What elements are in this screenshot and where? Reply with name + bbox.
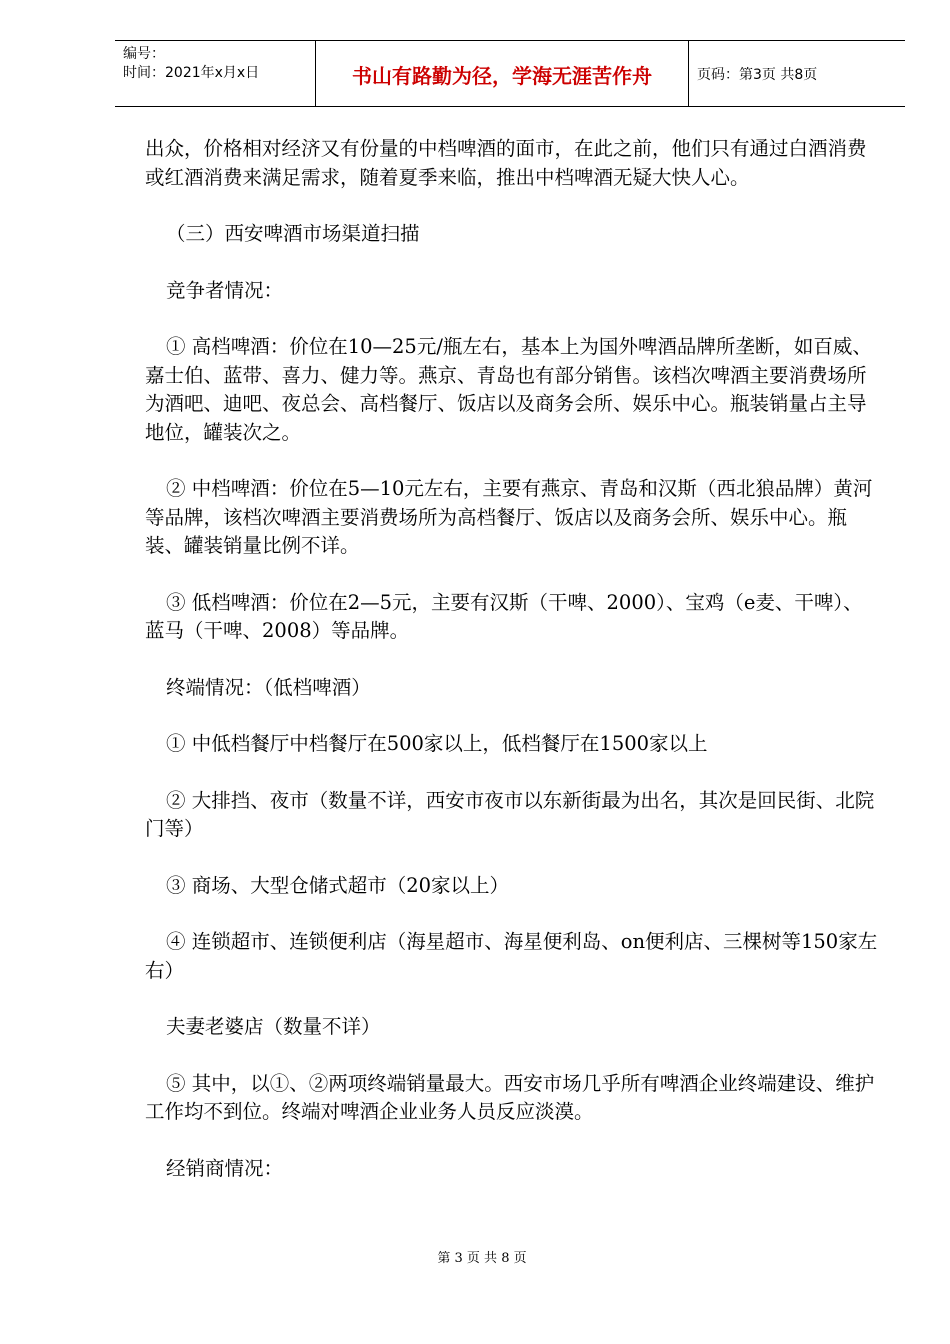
header-page-info: 页码：第3页 共8页 bbox=[697, 67, 818, 83]
list-item: ③ 低档啤酒：价位在2—5元，主要有汉斯（干啤、2000）、宝鸡（e麦、干啤）、蓝马（干啤、2008）等品牌。 bbox=[145, 590, 863, 642]
paragraph: 经销商情况： bbox=[166, 1156, 284, 1180]
page-footer bbox=[0, 1247, 950, 1266]
list-item: ① 高档啤酒：价位在10—25元/瓶左右，基本上为国外啤酒品牌所垄断，如百威、嘉士伯、蓝带、喜力、健力等。燕京、青岛也有部分销售。该档次啤酒主要消费场所为酒吧、迪吧、夜总会、高档餐厅、饭店以及商务会所、娱乐中心。瓶装销量占主导地位，罐装次之。 bbox=[145, 335, 872, 444]
list-item: ② 中档啤酒：价位在5—10元左右，主要有燕京、青岛和汉斯（西北狼品牌）黄河等品牌，该档次啤酒主要消费场所为高档餐厅、饭店以及商务会所、娱乐中心。瓶装、罐装销量比例不详。 bbox=[145, 477, 873, 557]
paragraph: 竞争者情况： bbox=[166, 278, 284, 302]
serial-number-label: 编号： bbox=[123, 46, 165, 62]
header-divider bbox=[688, 41, 689, 107]
list-item: ④ 连锁超市、连锁便利店（海星超市、海星便利岛、on便利店、三棵树等150家左右） bbox=[145, 930, 878, 982]
document-body bbox=[145, 135, 880, 1211]
header-meta bbox=[123, 45, 313, 83]
footer-page-number: 第 3 页 共 8 页 bbox=[437, 1251, 527, 1266]
paragraph: 终端情况：（低档啤酒） bbox=[166, 675, 371, 699]
list-item: ③ 商场、大型仓储式超市（20家以上） bbox=[166, 873, 510, 897]
section-heading: （三）西安啤酒市场渠道扫描 bbox=[166, 222, 420, 245]
header-motto: 书山有路勤为径，学海无涯苦作舟 bbox=[352, 63, 652, 88]
list-item: ① 中低档餐厅中档餐厅在500家以上，低档餐厅在1500家以上 bbox=[166, 732, 708, 755]
time-label: 时间：2021年x月x日 bbox=[123, 65, 260, 81]
paragraph: 夫妻老婆店（数量不详） bbox=[166, 1015, 381, 1038]
paragraph: 出众，价格相对经济又有份量的中档啤酒的面市，在此之前，他们只有通过白酒消费或红酒消费来满足需求，随着夏季来临，推出中档啤酒无疑大快人心。 bbox=[145, 137, 867, 189]
list-item: ② 大排挡、夜市（数量不详，西安市夜市以东新街最为出名，其次是回民街、北院门等） bbox=[145, 788, 875, 840]
page-header bbox=[115, 40, 905, 107]
list-item: ⑤ 其中，以①、②两项终端销量最大。西安市场几乎所有啤酒企业终端建设、维护工作均不到位。终端对啤酒企业业务人员反应淡漠。 bbox=[145, 1071, 875, 1123]
